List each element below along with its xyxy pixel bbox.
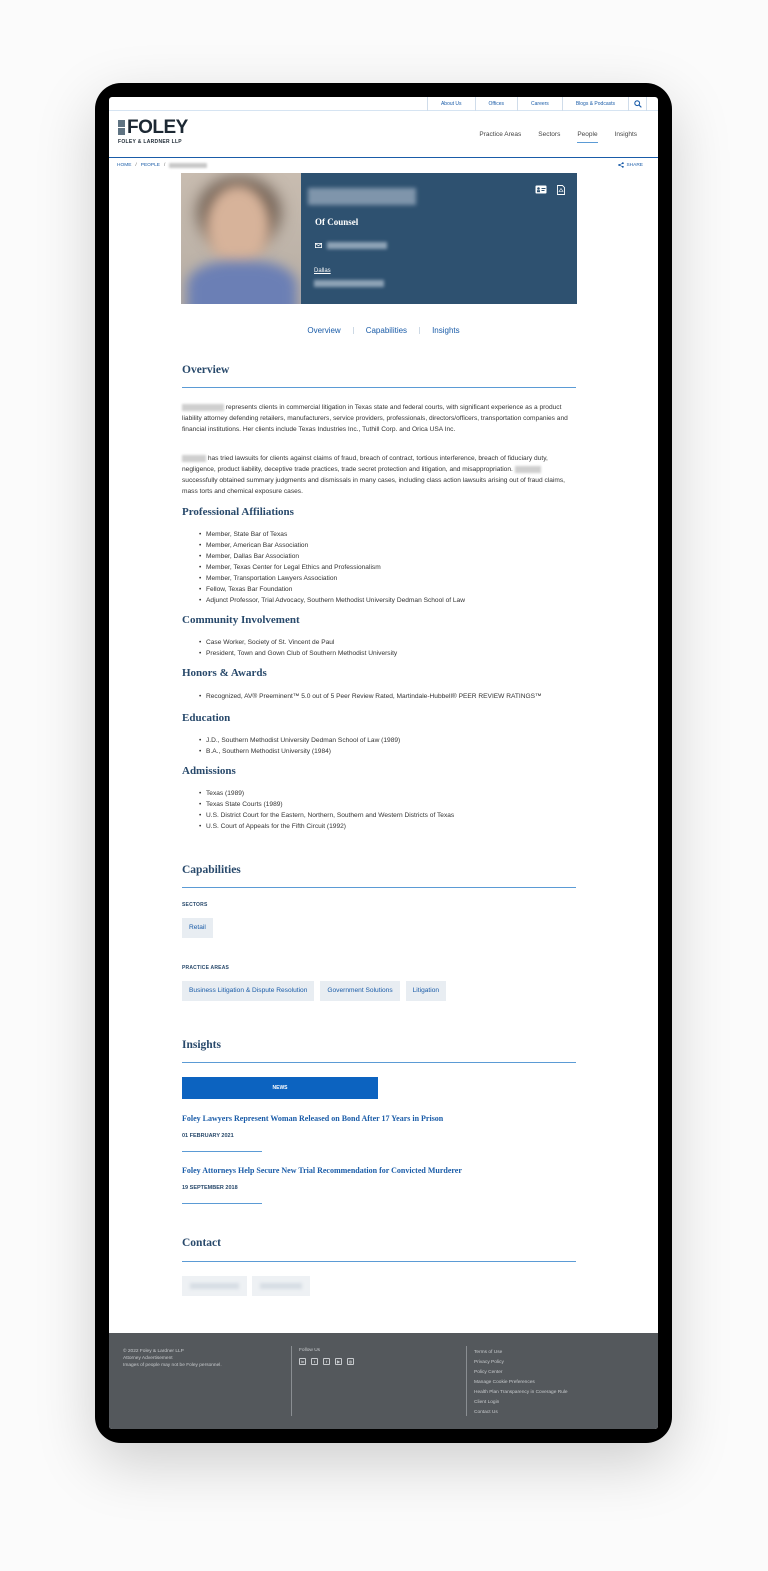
practice-areas-label: PRACTICE AREAS	[182, 965, 230, 971]
overview-rule	[182, 387, 576, 388]
section-nav-capabilities[interactable]: Capabilities	[365, 326, 408, 335]
site-header	[109, 112, 658, 158]
nav-sectors[interactable]: Sectors	[538, 131, 561, 138]
site-footer	[109, 1333, 658, 1429]
list-item: • Texas State Courts (1989)	[206, 799, 454, 810]
tag-government-solutions[interactable]: Government Solutions	[320, 981, 399, 1001]
footer-link-client-login[interactable]: Client Login	[474, 1400, 500, 1405]
pdf-button[interactable]	[557, 185, 565, 195]
honors-heading: Honors & Awards	[182, 667, 267, 679]
community-heading: Community Involvement	[182, 614, 300, 626]
share-icon	[618, 162, 624, 168]
profile-office-link[interactable]: Dallas	[314, 268, 331, 274]
footer-link-terms[interactable]: Terms of Use	[474, 1350, 503, 1355]
facebook-icon[interactable]: f	[323, 1358, 330, 1365]
footer-link-cookies[interactable]: Manage Cookie Preferences	[474, 1380, 535, 1385]
footer-link-privacy[interactable]: Privacy Policy	[474, 1360, 504, 1365]
capabilities-heading: Capabilities	[182, 864, 241, 876]
profile-photo	[181, 173, 301, 304]
news-item-rule	[182, 1203, 262, 1204]
tag-retail[interactable]: Retail	[182, 918, 213, 938]
list-item: • President, Town and Gown Club of Southern Methodist University	[206, 648, 397, 659]
nav-people[interactable]: People	[577, 131, 598, 138]
logo-subtitle: FOLEY & LARDNER LLP	[118, 139, 182, 145]
list-item: • Member, American Bar Association	[206, 540, 465, 551]
footer-link-policy-center[interactable]: Policy Center	[474, 1370, 503, 1375]
list-item: • J.D., Southern Methodist University Dedman School of Law (1989)	[206, 735, 400, 746]
utility-bar	[109, 97, 658, 111]
list-item: • Member, Dallas Bar Association	[206, 551, 465, 562]
insights-heading: Insights	[182, 1039, 221, 1051]
util-link-blogs[interactable]: Blogs & Podcasts	[562, 97, 628, 111]
profile-hero	[181, 173, 577, 304]
news-item-rule	[182, 1151, 262, 1152]
pdf-icon	[557, 185, 565, 195]
twitter-icon[interactable]: t	[311, 1358, 318, 1365]
news-item-date-1: 01 FEBRUARY 2021	[182, 1133, 234, 1139]
email-icon	[315, 243, 322, 248]
contact-rule	[182, 1261, 576, 1262]
education-list	[206, 735, 400, 757]
list-item: • Member, State Bar of Texas	[206, 529, 465, 540]
contact-card-redacted[interactable]	[182, 1276, 247, 1296]
news-item-title-2[interactable]: Foley Attorneys Help Secure New Trial Recommendation for Convicted Murderer	[182, 1166, 462, 1175]
linkedin-icon[interactable]: in	[300, 1359, 305, 1364]
section-nav-insights[interactable]: Insights	[432, 326, 460, 335]
contact-heading: Contact	[182, 1237, 221, 1249]
practice-areas-tags	[182, 981, 452, 1001]
honors-list	[206, 691, 542, 702]
sectors-tags	[182, 918, 219, 938]
instagram-icon[interactable]: ◎	[348, 1359, 353, 1364]
breadcrumb-people[interactable]: PEOPLE	[140, 163, 160, 168]
nav-insights[interactable]: Insights	[614, 131, 637, 138]
util-link-careers[interactable]: Careers	[517, 97, 562, 111]
tag-litigation[interactable]: Litigation	[406, 981, 446, 1001]
profile-info-panel	[301, 173, 577, 304]
share-button[interactable]	[618, 162, 643, 168]
profile-name-redacted	[308, 188, 416, 205]
list-item: • Texas (1989)	[206, 788, 454, 799]
tag-business-litigation[interactable]: Business Litigation & Dispute Resolution	[182, 981, 314, 1001]
foley-logo[interactable]	[118, 119, 188, 145]
breadcrumb-home[interactable]: HOME	[117, 163, 132, 168]
news-tab[interactable]: NEWS	[182, 1077, 378, 1099]
section-nav	[109, 326, 658, 335]
sectors-label: SECTORS	[182, 902, 208, 908]
follow-us-label: Follow Us	[299, 1348, 321, 1353]
vcard-button[interactable]	[535, 185, 547, 195]
news-item-date-2: 19 SEPTEMBER 2018	[182, 1185, 238, 1191]
footer-divider	[291, 1346, 292, 1416]
main-nav	[462, 131, 637, 138]
footer-link-health-plan[interactable]: Health Plan Transparency in Coverage Rule	[474, 1390, 568, 1395]
list-item: • U.S. District Court for the Eastern, Northern, Southern and Western Districts of Texas	[206, 810, 454, 821]
browser-viewport	[109, 97, 658, 1429]
overview-heading: Overview	[182, 364, 230, 376]
social-links	[299, 1358, 359, 1365]
footer-divider	[466, 1346, 467, 1416]
profile-title: Of Counsel	[315, 217, 359, 227]
overview-paragraph-1: represents clients in commercial litigation in Texas state and federal courts, with significant experience as a product liability attorney defending retailers, manufacturers, service providers, professionals, directors/officers, transportation companies and financial institutions. Her clients include Texas Industries Inc., Tuthill Corp. and Orica USA Inc.	[182, 404, 568, 433]
logo-mark-icon	[118, 120, 125, 135]
admissions-list	[206, 788, 454, 832]
admissions-heading: Admissions	[182, 765, 236, 777]
capabilities-rule	[182, 887, 576, 888]
vcard-icon	[535, 185, 547, 194]
util-link-offices[interactable]: Offices	[475, 97, 517, 111]
youtube-icon[interactable]: ▶	[336, 1359, 341, 1364]
list-item: • Recognized, AV® Preeminent™ 5.0 out of 5 Peer Review Rated, Martindale-Hubbell® PEER REVIEW RATINGS™	[206, 691, 542, 702]
list-item: • Case Worker, Society of St. Vincent de Paul	[206, 637, 397, 648]
list-item: • Member, Texas Center for Legal Ethics and Professionalism	[206, 562, 465, 573]
overview-paragraph-2: has tried lawsuits for clients against claims of fraud, breach of contract, tortious interference, breach of fiduciary duty, negligence, product liability, deceptive trade practices, trade secret protection and litigation, and misappropriation. successfully obtained summary judgments and dismissals in many cases, including class action lawsuits arising out of fraud claims, mass torts and chemical exposure cases.	[182, 455, 565, 495]
list-item: • B.A., Southern Methodist University (1984)	[206, 746, 400, 757]
list-item: • Member, Transportation Lawyers Association	[206, 573, 465, 584]
footer-attorney-ad: Attorney Advertisement	[123, 1356, 173, 1361]
search-icon	[634, 100, 642, 108]
email-redacted	[327, 242, 387, 249]
share-label: SHARE	[626, 162, 643, 168]
section-nav-overview[interactable]: Overview	[307, 326, 341, 335]
phone-redacted	[314, 280, 384, 287]
news-item-title-1[interactable]: Foley Lawyers Represent Woman Released on Bond After 17 Years in Prison	[182, 1114, 444, 1123]
footer-copyright: © 2022 Foley & Lardner LLP	[123, 1349, 184, 1354]
profile-email[interactable]	[315, 242, 387, 249]
list-item: • Adjunct Professor, Trial Advocacy, Southern Methodist University Dedman School of Law	[206, 595, 465, 606]
breadcrumb-name-redacted	[169, 163, 207, 168]
contact-card-redacted[interactable]	[252, 1276, 310, 1296]
affiliations-heading: Professional Affiliations	[182, 506, 294, 518]
community-list	[206, 637, 397, 659]
footer-disclaimer: Images of people may not be Foley personnel.	[123, 1363, 222, 1368]
insights-rule	[182, 1062, 576, 1063]
list-item: • U.S. Court of Appeals for the Fifth Circuit (1992)	[206, 821, 454, 832]
affiliations-list	[206, 529, 465, 606]
list-item: • Fellow, Texas Bar Foundation	[206, 584, 465, 595]
footer-link-contact[interactable]: Contact Us	[474, 1410, 498, 1415]
search-button[interactable]	[628, 97, 647, 111]
util-link-about[interactable]: About Us	[427, 97, 475, 111]
nav-practice-areas[interactable]: Practice Areas	[479, 131, 522, 138]
logo-wordmark: FOLEY	[127, 117, 188, 138]
breadcrumb: HOME / PEOPLE /	[117, 163, 207, 168]
education-heading: Education	[182, 712, 231, 724]
